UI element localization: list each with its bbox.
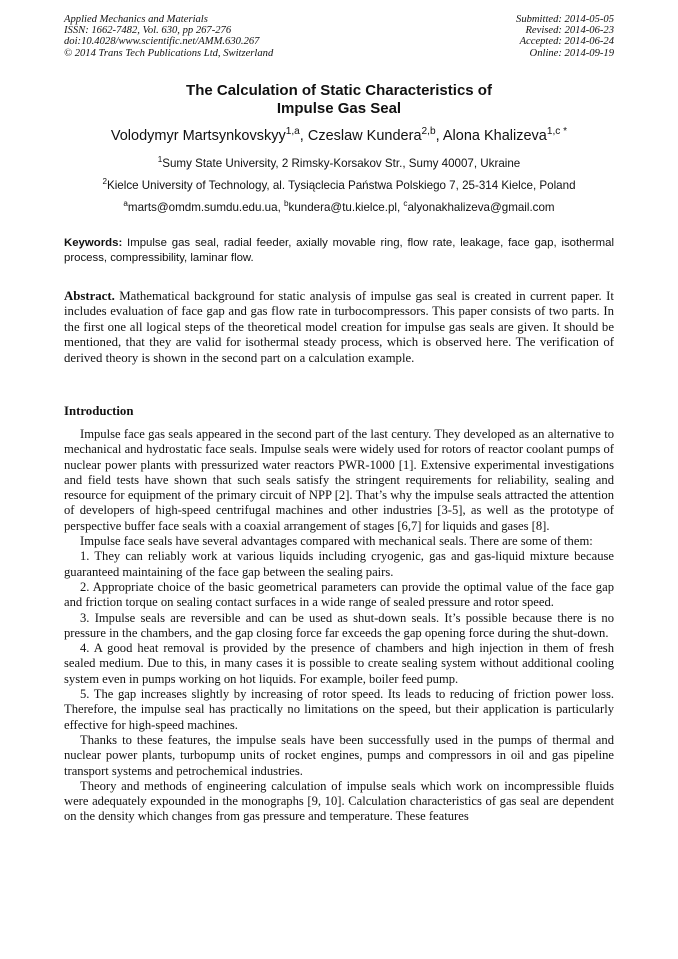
author-separator: , <box>435 128 443 144</box>
keywords-block <box>64 236 614 267</box>
affiliation-superscript: 2 <box>102 177 107 187</box>
paragraph: Impulse face gas seals appeared in the second part of the last century. They developed as an alternative to mechanical and hydrostatic face seals. Impulse seals were widely used for rotors of reactor coolant pumps of nuclear power plants with pressurized water reactors PWR-1000 [1]. Extensive experimental investigations and field tests have shown that such seals satisfy the stringent requirements for reliability, sealing and resource for equipment of the primary circuit of NPP [2]. That’s why the impulse seals attracted the attention of developers of high-speed centrifugal machines and other industries [3-5], as well as the prototype of perspective buffer face seals with a coaxial arrangement of stages [6,7] for liquids and gases [8]. <box>64 427 614 533</box>
copyright-line: © 2014 Trans Tech Publications Ltd, Switzerland <box>64 47 274 59</box>
author-superscript: 1,a <box>285 126 300 138</box>
accepted-date: Accepted: 2014-06-24 <box>519 36 614 48</box>
list-item: 2. Appropriate choice of the basic geometrical parameters can provide the optimal value of the face gap and friction torque on sealing contact surfaces in a wide range of sealed pressure and rotor speed. <box>64 579 614 610</box>
email-address: marts@omdm.sumdu.edu.ua, <box>127 201 285 214</box>
author-name: Volodymyr Martsynkovskyy <box>110 128 286 144</box>
author-list <box>0 128 678 144</box>
author-separator: , <box>299 128 308 144</box>
email-superscript: c <box>403 199 408 209</box>
affiliation-text: Kielce University of Technology, al. Tysiąclecia Państwa Polskiego 7, 25-314 Kielce, Poland <box>107 179 576 192</box>
author-superscript: 2,b <box>421 126 436 138</box>
abstract-block <box>64 289 614 366</box>
email-line <box>0 201 678 214</box>
journal-info <box>64 14 273 59</box>
issn-line: ISSN: 1662-7482, Vol. 630, pp 267-276 <box>64 25 232 37</box>
email-address: kundera@tu.kielce.pl, <box>288 201 404 214</box>
submitted-date: Submitted: 2014-05-05 <box>516 14 614 25</box>
author-name: Czeslaw Kundera <box>307 128 422 144</box>
submission-dates <box>516 14 614 59</box>
author-name: Alona Khalizeva <box>442 128 547 144</box>
affiliation-2 <box>0 179 678 192</box>
email-address: alyonakhalizeva@gmail.com <box>407 201 555 214</box>
introduction-body <box>64 427 614 825</box>
list-item: 4. A good heat removal is provided by the presence of chambers and high injection in them of fresh sealed medium. Due to this, in many cases it is possible to create sealing system without additional cooling system even in pumps working on hot liquids. For example, boiler feed pump. <box>64 641 614 686</box>
affiliation-1 <box>0 157 678 170</box>
paper-title <box>0 82 678 118</box>
paragraph: Thanks to these features, the impulse seals have been successfully used in the pumps of thermal and nuclear power plants, turbopump units of rocket engines, pumps and compressors in oil and gas pipeline transport systems and petrochemical industries. <box>64 732 614 778</box>
keywords-label: Keywords: <box>64 237 123 249</box>
list-item: 3. Impulse seals are reversible and can be used as shut-down seals. It’s possible because there is no pressure in the chambers, and the gap closing force far exceeds the gap opening force during the shut-down. <box>64 610 614 640</box>
paragraph: Theory and methods of engineering calculation of impulse seals which work on incompressible fluids were adequately expounded in the monographs [9, 10]. Calculation characteristics of gas seal are dependent on the density which changes from gas pressure and temperature. These features <box>64 778 614 824</box>
keywords-text: Impulse gas seal, radial feeder, axially movable ring, flow rate, leakage, face gap, isothermal process, compressibility, laminar flow. <box>64 237 614 265</box>
author-superscript: 1,c * <box>546 126 568 138</box>
list-item: 5. The gap increases slightly by increasing of rotor speed. Its leads to reducing of friction power loss. Therefore, the impulse seal has practically no limitations on the speed, but their application is particularly effective for high-speed machines. <box>64 687 614 732</box>
abstract-label: Abstract. <box>64 289 115 303</box>
list-item: 1. They can reliably work at various liquids including cryogenic, gas and gas-liquid mixture because guaranteed maintaining of the face gap between the sealing pairs. <box>64 549 614 579</box>
affiliation-text: Sumy State University, 2 Rimsky-Korsakov Str., Sumy 40007, Ukraine <box>162 157 521 170</box>
online-date: Online: 2014-09-19 <box>529 47 614 59</box>
section-heading: Introduction <box>64 404 134 418</box>
affiliation-superscript: 1 <box>157 155 163 165</box>
revised-date: Revised: 2014-06-23 <box>525 25 614 37</box>
email-superscript: a <box>123 199 128 209</box>
doi-line: doi:10.4028/www.scientific.net/AMM.630.267 <box>64 36 260 48</box>
email-superscript: b <box>284 199 289 209</box>
abstract-text: Mathematical background for static analysis of impulse gas seal is created in current paper. It includes evaluation of face gap and gas flow rate in turbocompressors. This paper consists of two parts. In the first one all logical steps of the theoretical model creation for impulse gas seals are given. It should be mentioned, that they are valid for isothermal steady process, which is observed here. The verification of derived theory is shown in the second part on a calculation example. <box>64 289 614 365</box>
journal-name: Applied Mechanics and Materials <box>64 14 208 25</box>
title-line-1: The Calculation of Static Characteristics of <box>186 82 492 99</box>
paragraph: Impulse face seals have several advantages compared with mechanical seals. There are some of them: <box>80 534 593 549</box>
title-line-2: Impulse Gas Seal <box>276 100 402 117</box>
